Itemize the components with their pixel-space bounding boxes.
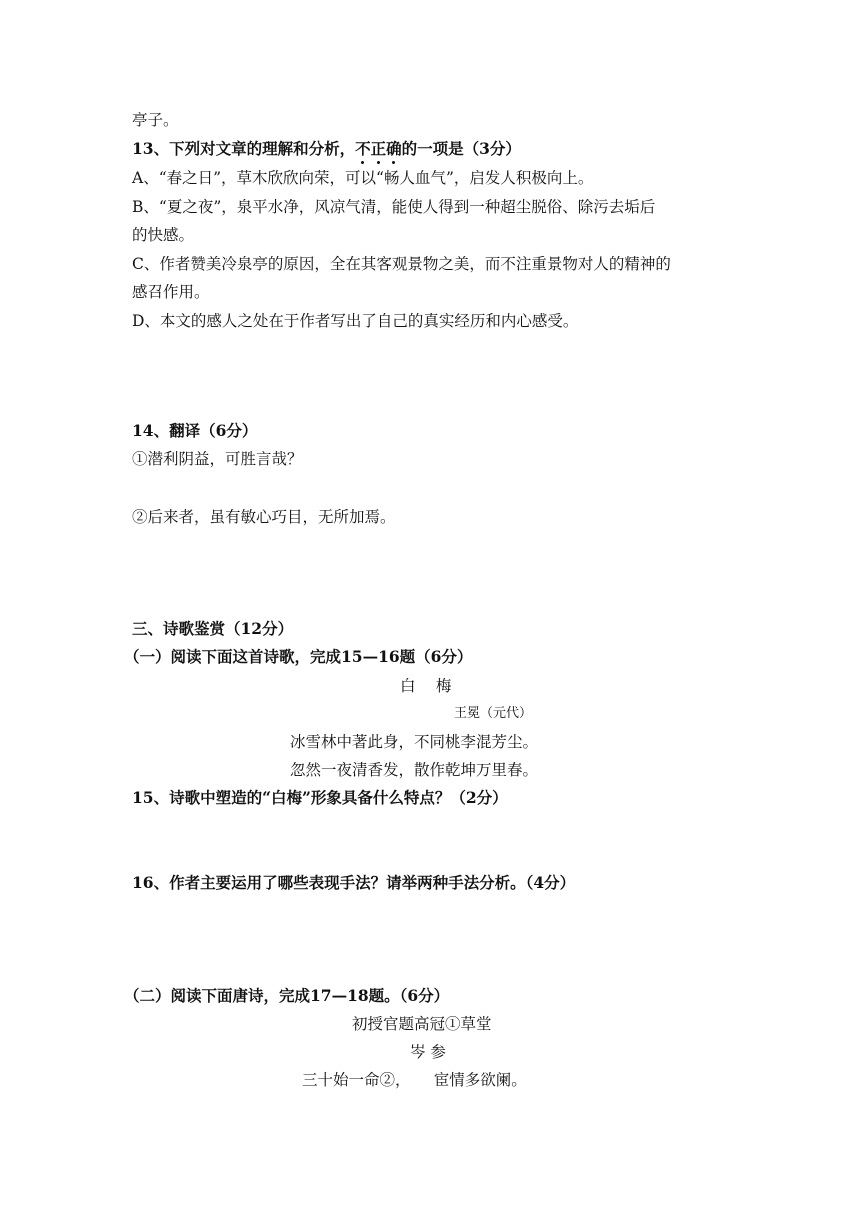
translation-item-2: ②后来者，虽有敏心巧目，无所加焉。 (132, 508, 396, 526)
poem2-line1: 三十始一命②， 宦情多欲阑。 (302, 1071, 527, 1089)
option-c-line2: 感召作用。 (132, 283, 210, 301)
poem2-instruction: （二）阅读下面唐诗，完成17—18题。（6分） (124, 986, 450, 1005)
option-c-line1: C、作者赞美冷泉亭的原因，全在其客观景物之美，而不注重景物对人的精神的 (132, 255, 671, 273)
option-b-line2: 的快感。 (132, 226, 195, 244)
translation-item-1: ①潜利阴益，可胜言哉？ (132, 450, 303, 468)
poem1-author: 王冕（元代） (454, 706, 533, 721)
poem1-instruction: （一）阅读下面这首诗歌，完成15—16题（6分） (124, 647, 473, 666)
poem1-line1: 冰雪林中著此身，不同桃李混芳尘。 (290, 733, 539, 751)
emphasis-char: 确 (386, 139, 402, 158)
text-line: 亭子。 (132, 111, 179, 129)
option-d: D、本文的感人之处在于作者写出了自己的真实经历和内心感受。 (132, 312, 579, 330)
option-b-line1: B、“夏之夜”，泉平水净，风凉气清，能使人得到一种超尘脱俗、除污去垢后 (132, 198, 656, 216)
q13-prefix: 13、下列对文章的理解和分析， (132, 139, 356, 158)
option-a: A、“春之日”，草木欣欣向荣，可以“畅人血气”，启发人积极向上。 (132, 169, 594, 187)
poem2-title: 初授官题高冠①草堂 (352, 1015, 492, 1033)
emphasis-char: 不 (355, 139, 371, 158)
question-15: 15、诗歌中塑造的“白梅”形象具备什么特点？（2分） (132, 788, 508, 807)
question-14-heading: 14、翻译（6分） (132, 421, 258, 440)
question-16: 16、作者主要运用了哪些表现手法？请举两种手法分析。（4分） (132, 873, 576, 892)
emphasis-char: 正 (370, 139, 387, 158)
question-13-heading (132, 139, 521, 159)
poem1-title: 白 梅 (400, 677, 452, 695)
poem1-line2: 忽然一夜清香发，散作乾坤万里春。 (290, 761, 539, 779)
q13-suffix: 的一项是（3分） (401, 139, 521, 158)
poem2-author: 岑 参 (410, 1043, 446, 1061)
section-3-heading: 三、诗歌鉴赏（12分） (132, 619, 294, 638)
